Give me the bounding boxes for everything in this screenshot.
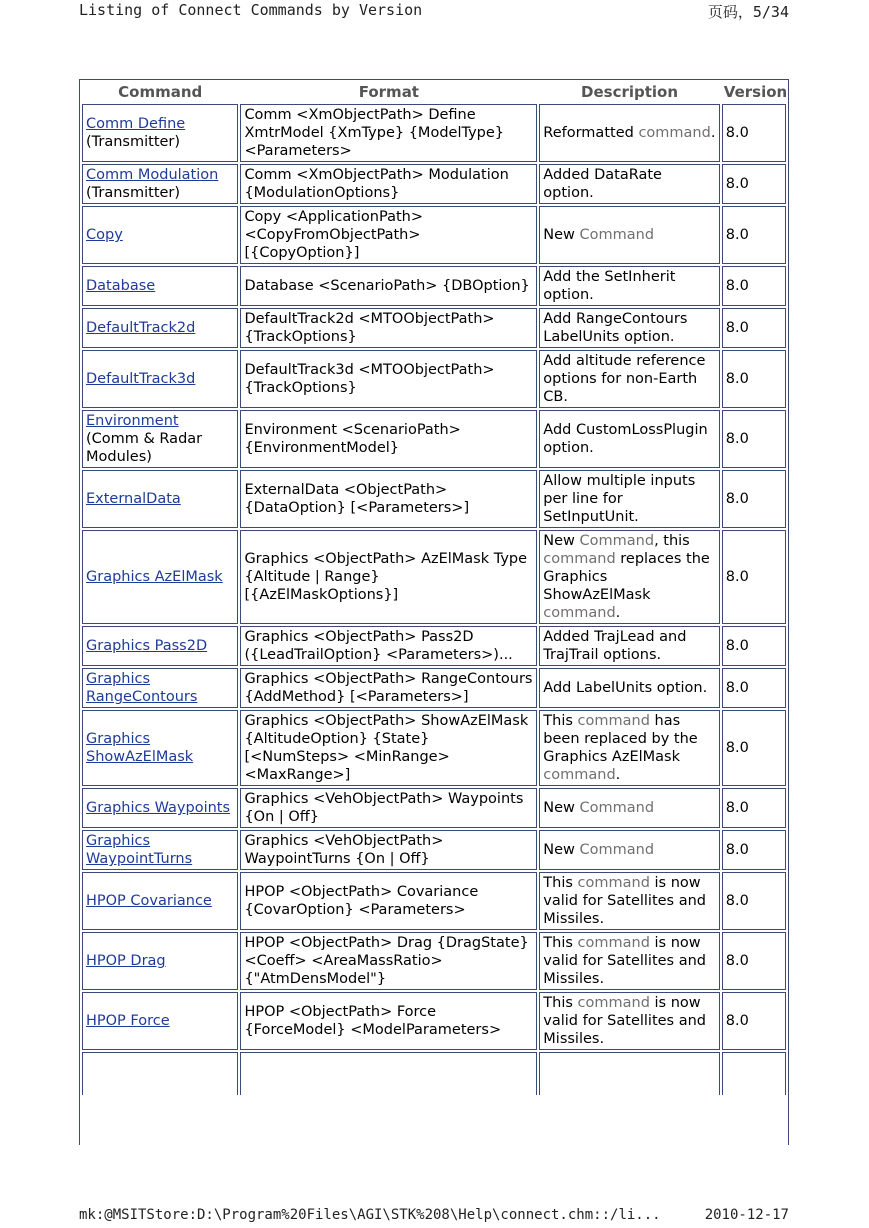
description-cell: [539, 872, 720, 930]
command-cell: [82, 164, 238, 204]
command-cell: [82, 104, 238, 162]
column-header-description: Description: [581, 83, 679, 101]
description-text: .: [710, 125, 716, 141]
empty-cell: [240, 1052, 537, 1095]
command-cell: [82, 668, 238, 708]
description-cell: [539, 164, 720, 204]
command-link[interactable]: Comm Modulation: [86, 167, 219, 183]
command-cell: [82, 470, 238, 528]
description-keyword: command: [577, 935, 650, 951]
description-cell: [539, 470, 720, 528]
table-row: [82, 992, 786, 1050]
description-text: is now valid for Satellites and Missiles.: [543, 995, 706, 1047]
column-header-format: Format: [358, 83, 419, 101]
command-link[interactable]: DefaultTrack3d: [86, 371, 196, 387]
description-keyword: command: [638, 125, 711, 141]
version-cell: 8.0: [722, 932, 786, 990]
format-cell: Comm <XmObjectPath> Define XmtrModel {XmType} {ModelType} <Parameters>: [240, 104, 537, 162]
table-row: [82, 626, 786, 666]
command-qualifier: (Comm & Radar Modules): [86, 431, 203, 465]
table-row: [82, 266, 786, 306]
format-cell: Graphics <ObjectPath> AzElMask Type {Altitude | Range} [{AzElMaskOptions}]: [240, 530, 537, 624]
command-link[interactable]: DefaultTrack2d: [86, 320, 196, 336]
command-cell: [82, 308, 238, 348]
description-text: Reformatted: [543, 125, 639, 141]
commands-table: [80, 80, 788, 1097]
description-text: This: [543, 875, 578, 891]
table-row: [82, 932, 786, 990]
version-cell: 8.0: [722, 710, 786, 786]
format-cell: Copy <ApplicationPath> <CopyFromObjectPath> [{CopyOption}]: [240, 206, 537, 264]
description-text: is now valid for Satellites and Missiles.: [543, 875, 706, 927]
format-cell: HPOP <ObjectPath> Force {ForceModel} <ModelParameters>: [240, 992, 537, 1050]
command-qualifier: (Transmitter): [86, 134, 181, 150]
format-cell: Comm <XmObjectPath> Modulation {ModulationOptions}: [240, 164, 537, 204]
empty-cell: [722, 1052, 786, 1095]
command-link[interactable]: HPOP Drag: [86, 953, 166, 969]
command-link[interactable]: HPOP Force: [86, 1013, 170, 1029]
format-cell: DefaultTrack3d <MTOObjectPath> {TrackOptions}: [240, 350, 537, 408]
page-header: [0, 0, 869, 24]
description-cell: [539, 626, 720, 666]
description-text: New: [543, 227, 580, 243]
description-text: This: [543, 713, 578, 729]
table-row: [82, 104, 786, 162]
table-row: [82, 308, 786, 348]
command-cell: [82, 350, 238, 408]
command-link[interactable]: Copy: [86, 227, 123, 243]
version-cell: 8.0: [722, 104, 786, 162]
format-cell: HPOP <ObjectPath> Covariance {CovarOption} <Parameters>: [240, 872, 537, 930]
description-text: replaces the Graphics ShowAzElMask: [543, 551, 710, 603]
format-cell: Graphics <VehObjectPath> WaypointTurns {On | Off}: [240, 830, 537, 870]
description-text: Allow multiple inputs per line for SetInputUnit.: [543, 473, 696, 525]
description-keyword: command: [577, 995, 650, 1011]
description-text: New: [543, 533, 580, 549]
version-cell: 8.0: [722, 470, 786, 528]
description-keyword: command: [577, 713, 650, 729]
source-path: mk:@MSITStore:D:\Program%20Files\AGI\STK%208\Help\connect.chm::/li...: [79, 1207, 661, 1223]
command-cell: [82, 788, 238, 828]
description-text: is now valid for Satellites and Missiles.: [543, 935, 706, 987]
description-text: Added DataRate option.: [543, 167, 662, 201]
description-text: , this: [654, 533, 690, 549]
description-keyword: Command: [579, 842, 655, 858]
command-link[interactable]: Graphics ShowAzElMask: [86, 731, 194, 765]
table-row: [82, 830, 786, 870]
description-cell: [539, 350, 720, 408]
command-link[interactable]: Graphics Pass2D: [86, 638, 208, 654]
command-link[interactable]: Graphics WaypointTurns: [86, 833, 193, 867]
description-keyword: command: [543, 551, 616, 567]
command-cell: [82, 266, 238, 306]
version-cell: 8.0: [722, 206, 786, 264]
description-text: Add LabelUnits option.: [543, 680, 708, 696]
command-link[interactable]: Comm Define: [86, 116, 186, 132]
table-row: [82, 470, 786, 528]
version-cell: 8.0: [722, 350, 786, 408]
description-cell: [539, 266, 720, 306]
format-cell: HPOP <ObjectPath> Drag {DragState} <Coeff> <AreaMassRatio> {"AtmDensModel"}: [240, 932, 537, 990]
command-cell: [82, 992, 238, 1050]
page-number: 页码，5/34: [707, 3, 789, 21]
page-footer: [0, 1207, 869, 1227]
table-row: [82, 788, 786, 828]
description-cell: [539, 530, 720, 624]
description-text: Add altitude reference options for non-Earth CB.: [543, 353, 706, 405]
description-cell: [539, 992, 720, 1050]
description-cell: [539, 932, 720, 990]
version-cell: 8.0: [722, 266, 786, 306]
command-cell: [82, 206, 238, 264]
command-link[interactable]: Environment: [86, 413, 179, 429]
version-cell: 8.0: [722, 872, 786, 930]
table-row: [82, 530, 786, 624]
table-row: [82, 872, 786, 930]
description-text: New: [543, 800, 580, 816]
column-header-command: Command: [118, 83, 203, 101]
print-date: 2010-12-17: [704, 1207, 789, 1223]
command-cell: [82, 830, 238, 870]
command-qualifier: (Transmitter): [86, 185, 181, 201]
description-cell: [539, 830, 720, 870]
command-link[interactable]: HPOP Covariance: [86, 893, 212, 909]
command-link[interactable]: Graphics Waypoints: [86, 800, 231, 816]
table-row: [82, 206, 786, 264]
command-cell: [82, 932, 238, 990]
table-row: [82, 710, 786, 786]
document-title: Listing of Connect Commands by Version: [79, 1, 423, 19]
description-text: .: [615, 767, 621, 783]
format-cell: DefaultTrack2d <MTOObjectPath> {TrackOptions}: [240, 308, 537, 348]
description-text: New: [543, 842, 580, 858]
description-keyword: command: [543, 767, 616, 783]
version-cell: 8.0: [722, 164, 786, 204]
command-link[interactable]: Graphics AzElMask: [86, 569, 223, 585]
column-header-version: Version: [723, 83, 788, 101]
format-cell: Graphics <ObjectPath> ShowAzElMask {AltitudeOption} {State} [<NumSteps> <MinRange> <MaxRange>]: [240, 710, 537, 786]
description-keyword: Command: [579, 800, 655, 816]
description-cell: [539, 104, 720, 162]
description-cell: [539, 710, 720, 786]
command-cell: [82, 410, 238, 468]
description-keyword: Command: [579, 533, 655, 549]
version-cell: 8.0: [722, 530, 786, 624]
table-header-row: [82, 82, 786, 102]
command-link[interactable]: ExternalData: [86, 491, 181, 507]
format-cell: Database <ScenarioPath> {DBOption}: [240, 266, 537, 306]
description-text: has been replaced by the Graphics AzElMask: [543, 713, 698, 765]
version-cell: 8.0: [722, 308, 786, 348]
description-cell: [539, 206, 720, 264]
format-cell: Environment <ScenarioPath> {EnvironmentModel}: [240, 410, 537, 468]
table-row: [82, 668, 786, 708]
empty-cell: [82, 1052, 238, 1095]
description-text: Add RangeContours LabelUnits option.: [543, 311, 688, 345]
description-keyword: command: [577, 875, 650, 891]
table-row: [82, 410, 786, 468]
version-cell: 8.0: [722, 788, 786, 828]
command-cell: [82, 872, 238, 930]
description-text: Add the SetInherit option.: [543, 269, 676, 303]
description-cell: [539, 308, 720, 348]
format-cell: ExternalData <ObjectPath> {DataOption} [<Parameters>]: [240, 470, 537, 528]
description-text: This: [543, 935, 578, 951]
format-cell: Graphics <ObjectPath> RangeContours {AddMethod} [<Parameters>]: [240, 668, 537, 708]
description-keyword: command: [543, 605, 616, 621]
description-keyword: Command: [579, 227, 655, 243]
description-text: Add CustomLossPlugin option.: [543, 422, 708, 456]
description-text: This: [543, 995, 578, 1011]
empty-cell: [539, 1052, 720, 1095]
format-cell: Graphics <VehObjectPath> Waypoints {On | Off}: [240, 788, 537, 828]
format-cell: Graphics <ObjectPath> Pass2D ({LeadTrailOption} <Parameters>)...: [240, 626, 537, 666]
table-row: [82, 350, 786, 408]
version-cell: 8.0: [722, 992, 786, 1050]
commands-table-container: [79, 79, 789, 1145]
command-link[interactable]: Database: [86, 278, 156, 294]
description-cell: [539, 410, 720, 468]
description-cell: [539, 788, 720, 828]
version-cell: 8.0: [722, 410, 786, 468]
command-cell: [82, 626, 238, 666]
description-text: Added TrajLead and TrajTrail options.: [543, 629, 687, 663]
description-text: .: [615, 605, 621, 621]
command-cell: [82, 530, 238, 624]
version-cell: 8.0: [722, 668, 786, 708]
table-row: [82, 164, 786, 204]
command-cell: [82, 710, 238, 786]
version-cell: 8.0: [722, 830, 786, 870]
command-link[interactable]: Graphics RangeContours: [86, 671, 198, 705]
description-cell: [539, 668, 720, 708]
version-cell: 8.0: [722, 626, 786, 666]
table-row-partial: [82, 1052, 786, 1095]
